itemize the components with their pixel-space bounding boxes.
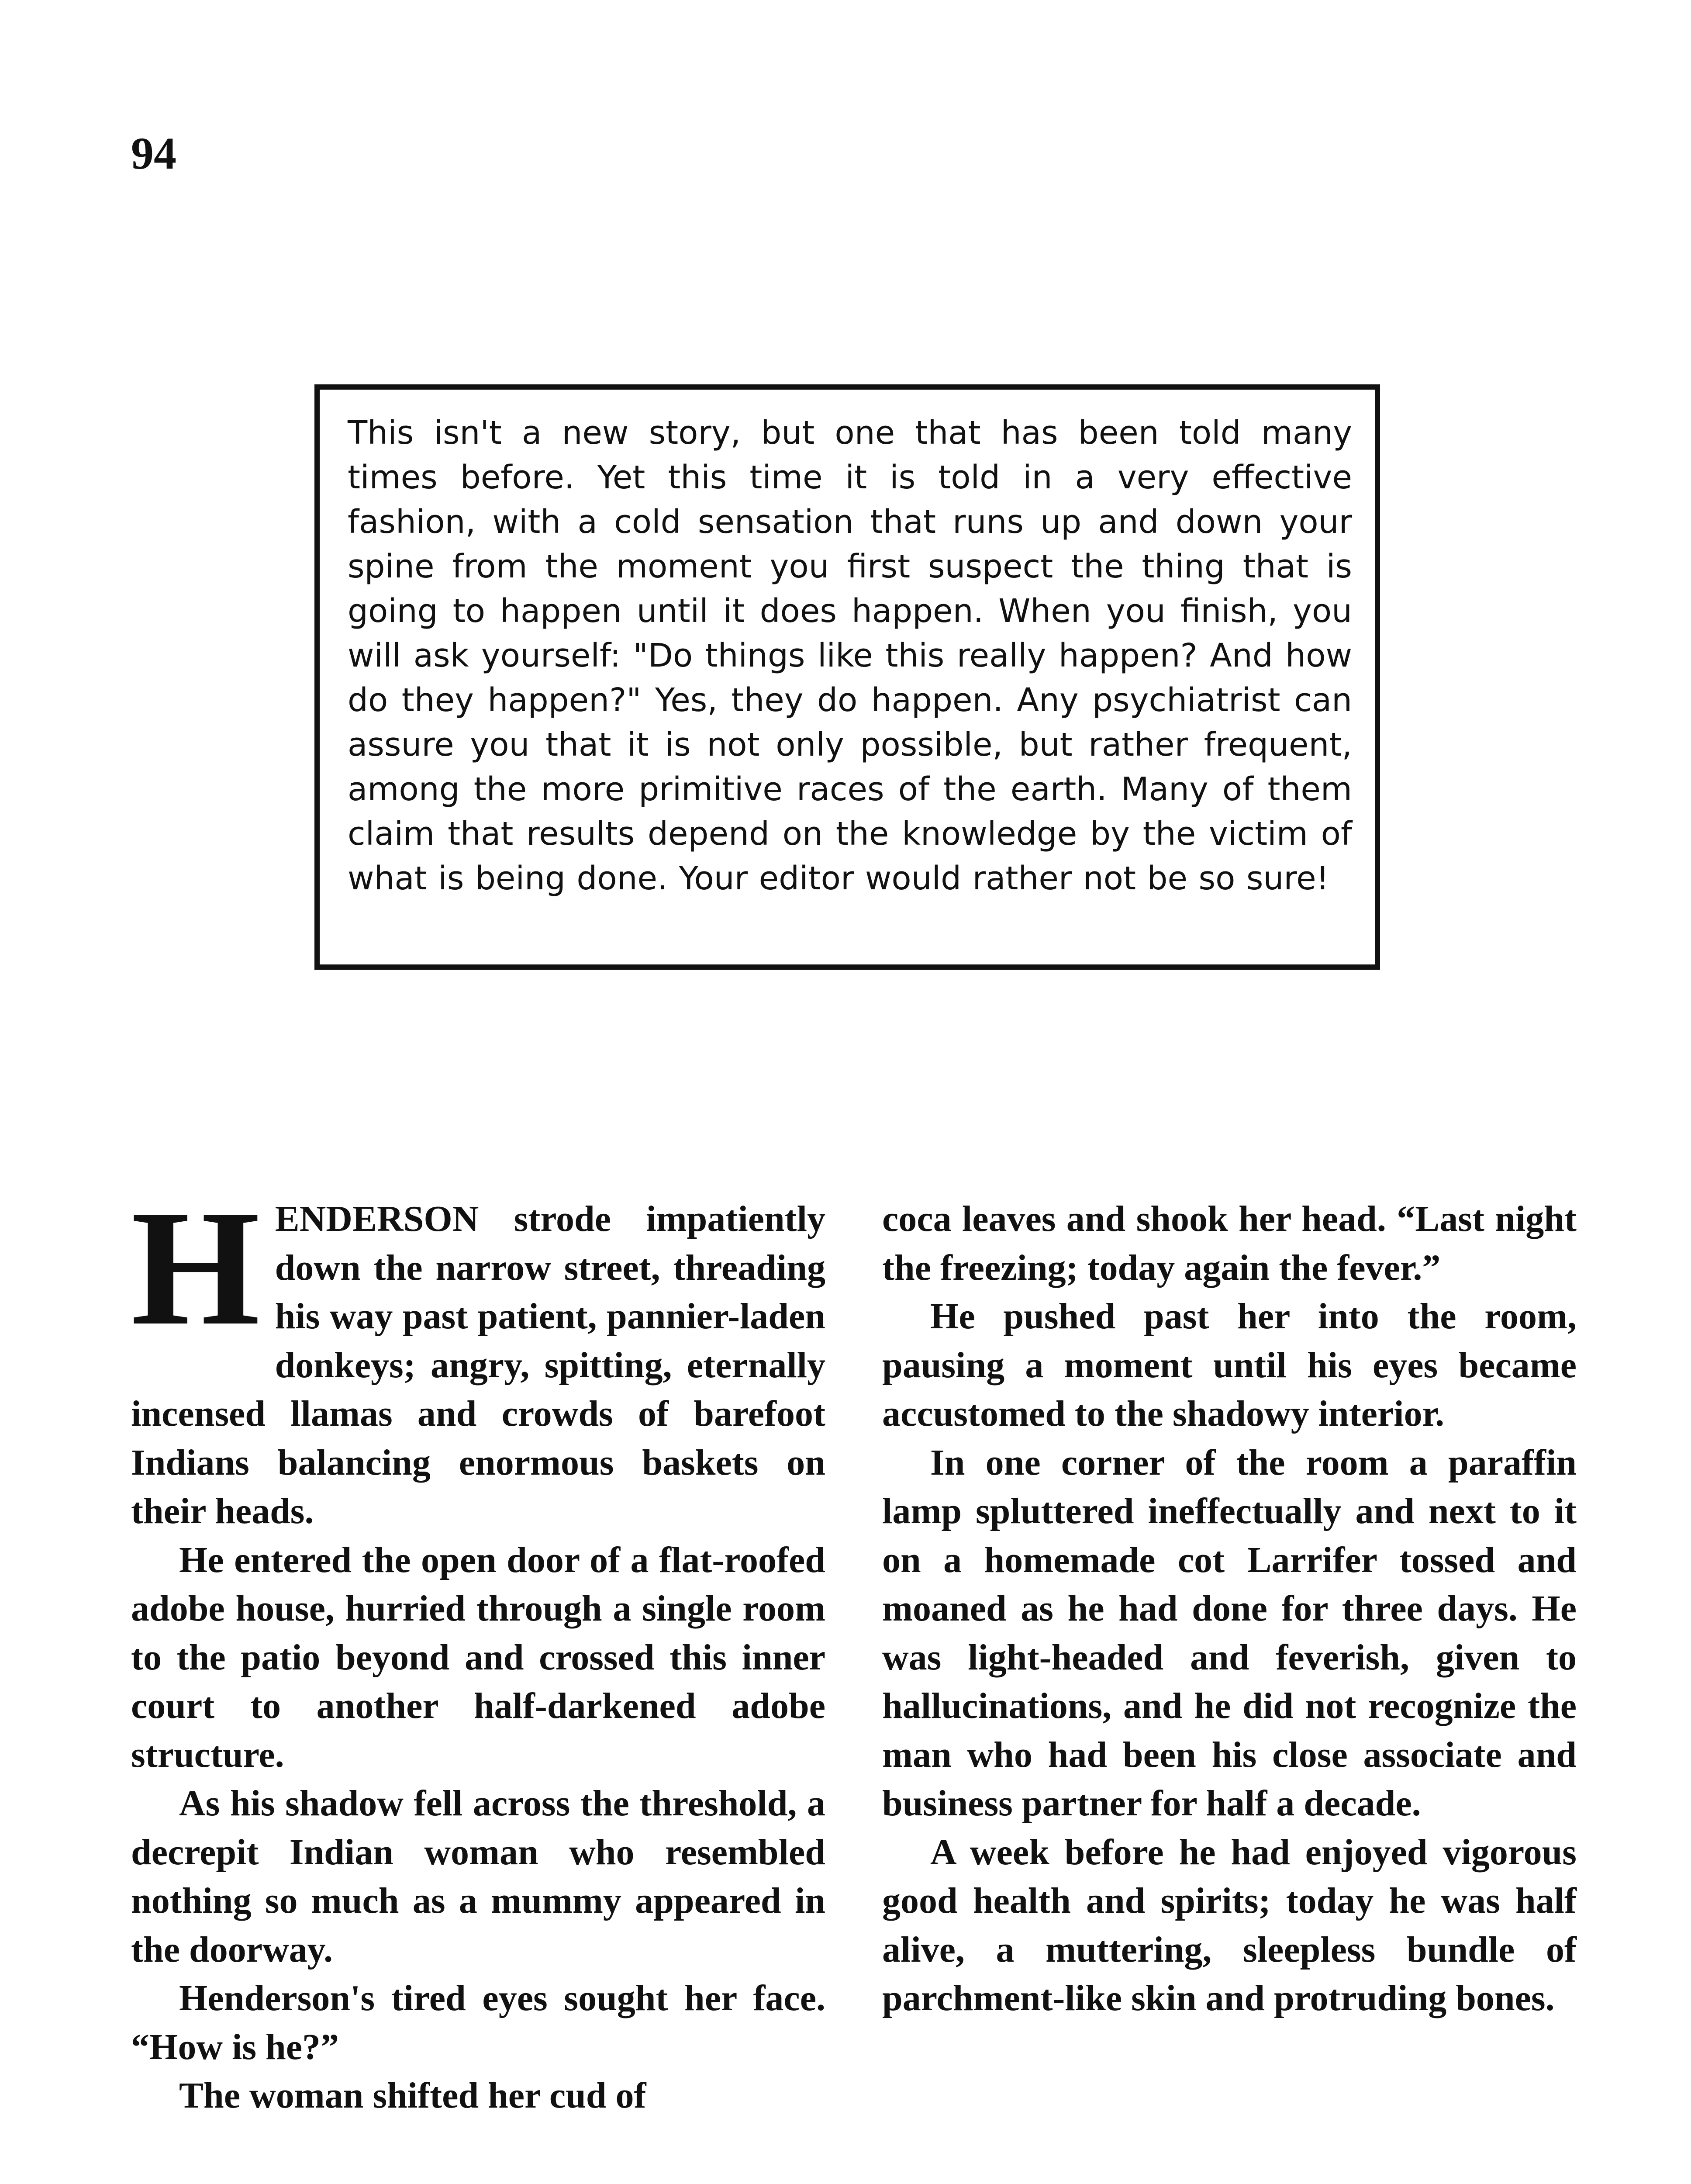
story-right-column — [882, 1195, 1577, 2184]
story-paragraph: The woman shifted her cud of — [179, 2075, 646, 2116]
story-paragraph: Henderson's tired eyes sought her face. “How is he?” — [131, 1978, 825, 2067]
story-paragraph: He pushed past her into the room, pausing a moment until his eyes became accustomed to the shadowy interior. — [882, 1296, 1577, 1434]
story-paragraph: He entered the open door of a flat-roofed adobe house, hurried through a single room to the patio beyond and crossed this inner court to another half-darkened adobe structure. — [131, 1539, 825, 1775]
story-paragraph: coca leaves and shook her head. “Last night the freezing; today again the fever.” — [882, 1199, 1577, 1288]
editor-note-box — [314, 384, 1380, 970]
page-number: 94 — [131, 128, 176, 179]
story-paragraph: As his shadow fell across the threshold, a decrepit Indian woman who resembled nothing so much as a mummy appeared in the doorway. — [131, 1783, 825, 1970]
story-columns — [131, 1176, 1577, 2184]
story-paragraph: A week before he had enjoyed vigorous good health and spirits; today he was half alive, a muttering, sleepless bundle of parchment-like skin and protruding bones. — [882, 1832, 1577, 2018]
drop-cap: H — [131, 1176, 260, 1360]
editor-note-text: This isn't a new story, but one that has been told many times before. Yet this time it is told in a very effective fashion, with a cold sensation that runs up and down your spine from the moment you first suspect the thing that is going to happen until it does happen. When you finish, you will ask yourself: "Do things like this really happen? And how do they happen?" Yes, they do happen. Any psychiatrist can assure you that it is not only possible, but rather frequent, among the more primitive races of the earth. Many of them claim that results depend on the knowledge by the victim of what is being done. Your editor would rather not be so sure! — [348, 414, 1352, 897]
story-paragraph-text: ENDERSON strode impatiently down the narrow street, threading his way past patient, pannier-laden donkeys; angry, spitting, eternally incensed llamas and crowds of barefoot Indians balancing enormous baskets on their heads. — [131, 1199, 825, 1531]
story-paragraph — [131, 1176, 825, 1536]
story-left-column — [131, 1176, 825, 2184]
story-paragraph: In one corner of the room a paraffin lamp spluttered ineffectually and next to it on a homemade cot Larrifer tossed and moaned as he had done for three days. He was light-headed and feverish, given to hallucinations, and he did not recognize the man who had been his close associate and business partner for half a decade. — [882, 1442, 1577, 1824]
